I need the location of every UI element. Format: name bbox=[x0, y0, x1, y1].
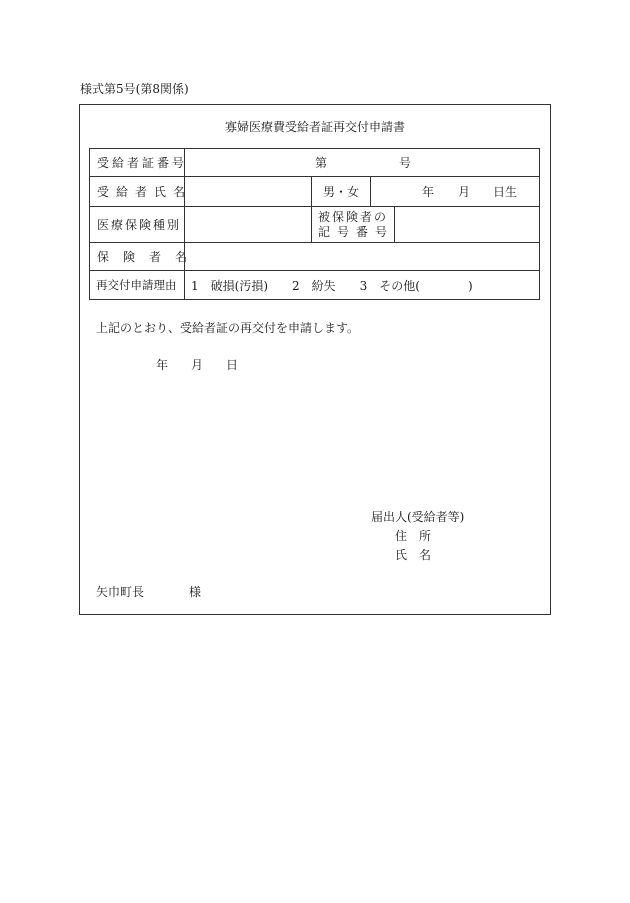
addressee-honorific: 様 bbox=[189, 585, 202, 599]
insurance-type-label-cell bbox=[89, 206, 185, 243]
insured-label-line2 bbox=[318, 224, 395, 240]
recipient-name-field[interactable] bbox=[184, 176, 312, 207]
cert-number-label: 受給者証番号 bbox=[97, 156, 188, 170]
birthdate-cell[interactable] bbox=[370, 176, 540, 207]
application-statement: 上記のとおり、受給者証の再交付を申請します。 bbox=[96, 321, 360, 335]
gender-options: 男・女 bbox=[322, 185, 359, 199]
date-day-label: 日 bbox=[226, 358, 239, 372]
insured-label-line1 bbox=[318, 210, 388, 225]
reason-label-cell bbox=[89, 270, 185, 300]
insurer-name-label: 保険者名 bbox=[97, 250, 202, 264]
cert-number-dai: 第 bbox=[315, 156, 328, 170]
recipient-name-label-cell bbox=[89, 176, 193, 207]
form-title: 寡婦医療費受給者証再交付申請書 bbox=[224, 120, 405, 134]
applicant-address-label: 住 所 bbox=[395, 529, 432, 543]
reason-options: 1 破損(汚損) 2 紛失 3 その他( ) bbox=[191, 278, 473, 293]
birth-month-label: 月 bbox=[458, 185, 471, 199]
applicant-heading: 届出人(受給者等) bbox=[371, 510, 465, 524]
gender-cell[interactable] bbox=[311, 176, 371, 207]
insured-label-line2-text: 記号番号 bbox=[318, 224, 395, 239]
applicant-name-label: 氏 名 bbox=[395, 548, 432, 562]
date-year-label: 年 bbox=[156, 358, 169, 372]
form-number: 様式第5号(第8関係) bbox=[80, 82, 189, 96]
cert-number-label-cell bbox=[89, 148, 188, 177]
insured-label-line1-text: 被保険者の bbox=[318, 209, 389, 224]
insured-number-field[interactable] bbox=[394, 206, 540, 243]
insurer-name-label-cell bbox=[89, 242, 202, 271]
cert-number-go: 号 bbox=[399, 156, 412, 170]
recipient-name-label: 受給者氏名 bbox=[97, 185, 193, 199]
addressee-mayor: 矢巾町長 bbox=[96, 585, 145, 599]
insured-number-label-cell bbox=[311, 206, 395, 243]
insurance-type-label: 医療保険種別 bbox=[97, 218, 182, 232]
cert-number-value-cell[interactable] bbox=[184, 148, 540, 177]
insurance-type-field[interactable] bbox=[184, 206, 312, 243]
birth-day-label: 日生 bbox=[493, 185, 518, 199]
reason-label: 再交付申請理由 bbox=[96, 278, 177, 292]
reason-options-cell[interactable] bbox=[184, 270, 540, 300]
insurer-name-field[interactable] bbox=[184, 242, 540, 271]
birth-year-label: 年 bbox=[422, 185, 435, 199]
date-month-label: 月 bbox=[191, 358, 204, 372]
